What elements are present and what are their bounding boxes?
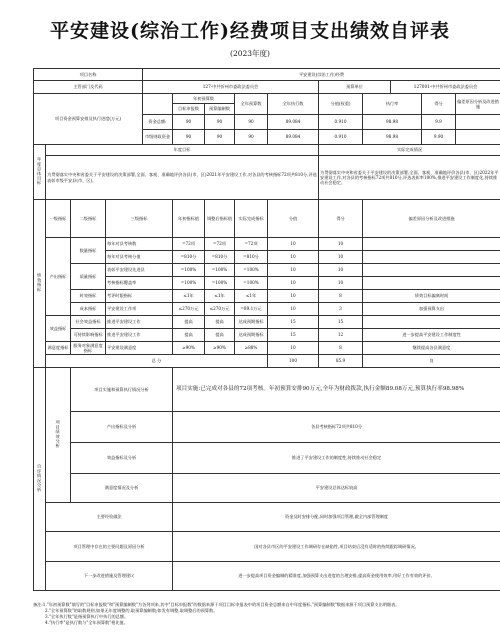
funds-cell: 0.910 <box>319 115 363 130</box>
funds-cell: 90 <box>235 130 268 145</box>
perf-l2: 可持续影响指标 <box>71 329 106 342</box>
perf-r <box>363 277 500 290</box>
perf-a: ≤270万元 <box>173 303 205 316</box>
project-name: 平安建设(综治工作)经费 <box>143 69 500 81</box>
perf-l2: 社会效益指标 <box>71 316 106 329</box>
perf-h5: 调整后指标值 <box>205 200 235 238</box>
perf-l3: 推进平安建设工作 <box>106 329 173 342</box>
perf-g: 10 <box>319 251 363 264</box>
footnote: 2."全年预算数"的取数规则,如果无年度调整的,取预算编制数;如发有调整,取调整后的预算数。 <box>45 608 218 614</box>
funds-cell <box>456 115 500 130</box>
perf-r <box>363 316 500 329</box>
perf-c: =100% <box>235 277 268 290</box>
perf-a: =100% <box>173 264 205 277</box>
perf-a: =810分 <box>173 251 205 264</box>
perf-r <box>363 264 500 277</box>
benefit-label: 效益指标 <box>46 316 71 342</box>
analysis-r1-text: 项目实施:已完成对各县的72项考核。年初预算安排90万元,全年为财政拨款,执行金额89.08万元,预算执行率98.98% <box>173 368 500 412</box>
funds-total-label: 资金总额: <box>143 115 173 130</box>
page-title: 平安建设(综治工作)经费项目支出绩效自评表 <box>50 20 450 42</box>
full-year-budget-header: 全年预算数 <box>235 94 268 115</box>
analysis-r6-label: 项目管理中存在的主要问题及原因分析 <box>46 532 173 562</box>
perf-h8: 得分 <box>319 200 363 238</box>
perf-a: 提高 <box>173 316 205 329</box>
total-score: 85.9 <box>319 355 363 368</box>
perf-r: 进一步提高平安建设工作制度性 <box>363 329 500 342</box>
funds-cell: 89.084 <box>268 115 319 130</box>
perf-a: =100% <box>173 277 205 290</box>
budget-approved-header: 预算编制数 <box>205 104 235 115</box>
perf-l3: 平安建设工作项 <box>106 303 173 316</box>
perf-l3: 每年对县考核数 <box>106 238 173 251</box>
perf-c: ≤1年 <box>235 290 268 303</box>
perf-r <box>363 238 500 251</box>
annual-goal-text: 为贯彻落实中央和省委关于平安建设的决策部署,全面、客观、准确地评价各县(市、区)2021年平安建设工作,对各县的考核指标72项共810分,评选表彰市级平安县(市、区)。 <box>46 156 319 200</box>
target-review-header: 目标申报数 <box>173 104 205 115</box>
perf-h6: 实际完成指标 <box>235 200 268 238</box>
dept-value: 127-中共忻州市委政法委员会 <box>143 81 319 94</box>
perf-l3: 平安建设满意度 <box>106 342 173 355</box>
perf-b: ≤270万元 <box>205 303 235 316</box>
perf-l2: 成本指标 <box>71 303 106 316</box>
perf-s: 10 <box>268 290 319 303</box>
perf-g: 10 <box>319 264 363 277</box>
perf-l2: 时效指标 <box>71 290 106 303</box>
perf-r: 绩效目标偏离时间 <box>363 290 500 303</box>
funds-cell: 89.084 <box>268 130 319 145</box>
funds-cell: 98.98 <box>363 115 422 130</box>
perf-s: 10 <box>268 277 319 290</box>
perf-c: =72项 <box>235 238 268 251</box>
perf-h9: 偏差原因分析及改进措施 <box>363 200 500 238</box>
year-subtitle: (2023年度) <box>230 49 270 58</box>
funds-cell: 90 <box>205 130 235 145</box>
funds-corner <box>143 94 173 115</box>
perf-g: 8 <box>319 342 363 355</box>
perf-g: 10 <box>319 277 363 290</box>
perf-h1: 一级指标 <box>46 200 71 238</box>
annual-goal-header: 年度目标 <box>46 145 319 156</box>
project-name-label: 项目名称 <box>34 69 143 81</box>
perf-l2: 数量指标 <box>71 238 106 264</box>
analysis-r2-label: 产出指标及分析 <box>71 412 173 443</box>
perf-h3: 三级指标 <box>106 200 173 238</box>
dept-label: 主管部门及代码 <box>34 81 143 94</box>
perf-g: 10 <box>319 238 363 251</box>
perf-b: =810分 <box>205 251 235 264</box>
analysis-r5-label: 主要经验做法 <box>46 503 173 532</box>
perf-l3: 考核指标覆盖率 <box>106 277 173 290</box>
perf-c: 达成预期指标 <box>235 316 268 329</box>
perf-c: ≥88% <box>235 342 268 355</box>
actual-header: 实际完成情况 <box>319 145 500 156</box>
funds-cell: 9.90 <box>422 130 456 145</box>
unit-label: 预算单位 <box>319 81 391 94</box>
perf-g: 15 <box>319 316 363 329</box>
perf-r: 加强预算支出 <box>363 303 500 316</box>
total-label: 总 分 <box>46 355 268 368</box>
perf-s: 15 <box>268 329 319 342</box>
perf-l2: 服务对象满意度指标 <box>71 342 106 355</box>
perf-b: ≥90% <box>205 342 235 355</box>
perf-s: 10 <box>268 238 319 251</box>
perf-a: ≤1年 <box>173 290 205 303</box>
annual-budget-header: 年初预算数 <box>173 94 235 104</box>
perf-l2: 质量指标 <box>71 264 106 290</box>
perf-l3: 每年对县考核分值 <box>106 251 173 264</box>
perf-b: =100% <box>205 264 235 277</box>
perf-a: 提高 <box>173 329 205 342</box>
perf-c: 达成预期指标 <box>235 329 268 342</box>
satisfaction-label: 满意度指标 <box>46 342 71 355</box>
deviation-header: 偏差原因分析及改进措施 <box>456 94 500 115</box>
analysis-r7-label: 下一步改进措施及管理建议 <box>46 562 173 591</box>
score-weight-header: 分值(权重) <box>319 94 363 115</box>
funds-cell: 90 <box>173 115 205 130</box>
perf-r: 继续提高各县满意度 <box>363 342 500 355</box>
analysis-r7-text: 进一步提高项目资金编制的精准度,加强预算支出进度的合理安排,提高资金使用效率,用好工作有效的评价。 <box>173 562 500 591</box>
perf-l3: 表彰平安建设先进县 <box>106 264 173 277</box>
funds-cell: 90 <box>205 115 235 130</box>
funds-cell <box>456 130 500 145</box>
perf-s: 15 <box>268 316 319 329</box>
perf-g: 12 <box>319 329 363 342</box>
perf-h7: 分值 <box>268 200 319 238</box>
actual-text: 为贯彻落实中央和省委关于平安建设的决策部署,全面、客观、准确地评价各县(市、区)2022年平安建设工作,对各县的考核指标72项共810分,评选表彰率100%,推进平安建设工作制度化,持续推动社会稳定。 <box>319 156 500 200</box>
funds-cell: 98.98 <box>363 130 422 145</box>
analysis-r3-label: 效益指标及分析 <box>71 443 173 474</box>
funds-city-label: 市级财政资金 <box>143 130 173 145</box>
grade: 良 <box>363 355 500 368</box>
perf-b: 提高 <box>205 329 235 342</box>
perf-s: 10 <box>268 264 319 277</box>
footnote: 3."全年执行数"是指预算执行中执行的总额。 <box>45 614 129 620</box>
perf-group-label: 绩效指标 <box>34 200 46 368</box>
output-label: 产出指标 <box>46 238 71 316</box>
analysis-sub-label: 项目绩效分析 <box>46 368 71 503</box>
perf-s: 10 <box>268 342 319 355</box>
footnote: 备注:1."年初预算数"填写的"目标申报数"和"预算编制数"为各列项来,其中"目标申报数"的数据来源于项目目标申报表中的项目资金总额来自中年度指标,"预算编制数"数据来源于项目预算支出明细表。 <box>33 602 400 607</box>
analysis-r1-label: 项目实施和预算执行情况分析 <box>71 368 173 412</box>
perf-l3: 考评时限指标 <box>106 290 173 303</box>
unit-value: 127001-中共忻州市委政法委员会 <box>391 81 500 94</box>
analysis-r5-text: 资金及时安排分配,同时加强项目管理,做全内部管理制度 <box>173 503 500 532</box>
footnotes <box>33 602 470 626</box>
funds-cell: 90 <box>173 130 205 145</box>
funds-row-label: 项目资金预算安排及执行进度(万元) <box>34 94 143 145</box>
analysis-r4-label: 满意度情况及分析 <box>71 474 173 503</box>
perf-b: 提高 <box>205 316 235 329</box>
total-score-weight: 100 <box>268 355 319 368</box>
analysis-r4-text: 平安建设总体达标较高 <box>173 474 500 503</box>
perf-h2: 二级指标 <box>71 200 106 238</box>
perf-b: ≤1年 <box>205 290 235 303</box>
perf-c: =100% <box>235 264 268 277</box>
footnote: 4."执行率"是执行数与"全年预算数"相比值。 <box>45 620 128 626</box>
analysis-r6-text: 国对各县市区的平安建设工作调研存在缺陷性,项目结束后没有适时的持续跟踪调研情况。 <box>173 532 500 562</box>
perf-g: 8 <box>319 290 363 303</box>
perf-h4: 年初指标值 <box>173 200 205 238</box>
funds-cell: 0.910 <box>319 130 363 145</box>
analysis-r2-text: 各县考核指标72项共810分 <box>173 412 500 443</box>
perf-s: 10 <box>268 303 319 316</box>
evaluation-table <box>33 68 500 591</box>
analysis-group-label: 自评情况分析 <box>34 368 46 591</box>
funds-cell: 90 <box>235 115 268 130</box>
perf-c: =810分 <box>235 251 268 264</box>
perf-a: ≥90% <box>173 342 205 355</box>
score-header: 得分 <box>422 94 456 115</box>
perf-g: 3 <box>319 303 363 316</box>
perf-r <box>363 251 500 264</box>
perf-a: =72项 <box>173 238 205 251</box>
perf-l3: 推进平安建设工作 <box>106 316 173 329</box>
exec-rate-header: 执行率 <box>363 94 422 115</box>
goals-section-label: 年度总体目标 <box>34 145 46 200</box>
perf-b: =100% <box>205 277 235 290</box>
full-year-exec-header: 全年执行数 <box>268 94 319 115</box>
perf-b: =72项 <box>205 238 235 251</box>
perf-c: =89.1万元 <box>235 303 268 316</box>
analysis-r3-text: 推进了平安建设工作的制度性,持续推动社会稳定 <box>173 443 500 474</box>
funds-cell: 9.9 <box>422 115 456 130</box>
perf-s: 10 <box>268 251 319 264</box>
